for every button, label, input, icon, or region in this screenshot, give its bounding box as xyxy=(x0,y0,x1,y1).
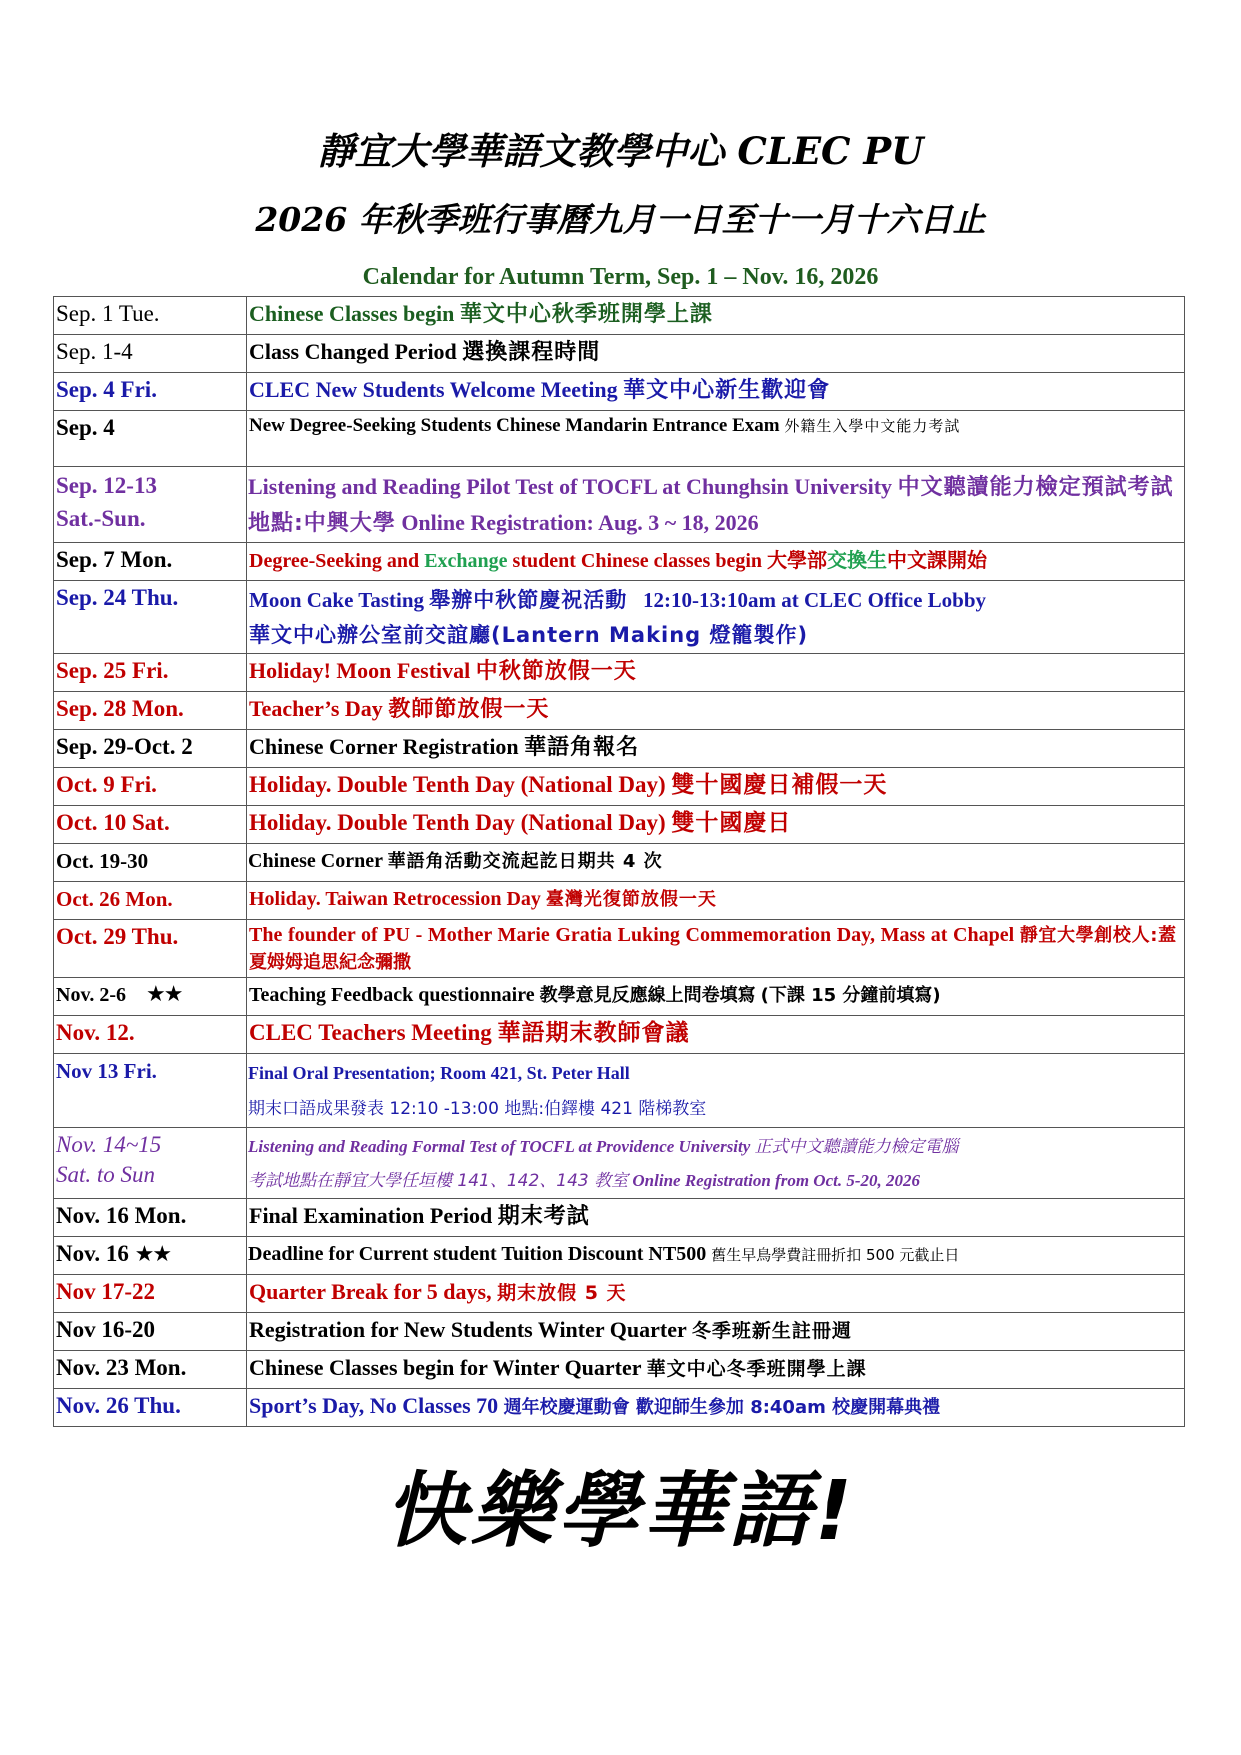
table-row xyxy=(54,844,1185,882)
table-row xyxy=(54,730,1185,768)
table-row xyxy=(54,806,1185,844)
event-date: Nov. 23 Mon. xyxy=(54,1351,247,1389)
event-date: Oct. 9 Fri. xyxy=(54,768,247,806)
event-chinese: 臺灣光復節放假一天 xyxy=(545,889,717,910)
table-row xyxy=(54,1313,1185,1351)
event-english: Final Examination Period xyxy=(249,1203,493,1228)
table-row xyxy=(54,1016,1185,1054)
event-description xyxy=(247,1128,1185,1199)
event-chinese: 華語角活動交流起訖日期共 4 次 xyxy=(387,851,663,872)
event-english: Holiday! Moon Festival xyxy=(249,658,471,683)
event-description xyxy=(247,768,1185,806)
event-description xyxy=(247,1351,1185,1389)
event-date: Sep. 29-Oct. 2 xyxy=(54,730,247,768)
event-registration: Online Registration from Oct. 5-20, 2026 xyxy=(632,1171,921,1190)
table-row xyxy=(54,654,1185,692)
event-date-line2: Sat.-Sun. xyxy=(56,506,146,531)
event-chinese: 舊生早鳥學費註冊折扣 500 元截止日 xyxy=(711,1246,960,1264)
table-row xyxy=(54,581,1185,654)
table-row xyxy=(54,1199,1185,1237)
event-date-text: Nov. 16 xyxy=(56,1241,129,1266)
event-date: Sep. 4 xyxy=(54,411,247,467)
event-chinese: 中文聽讀能力檢定預試考試 地點:中興大學 xyxy=(248,475,1174,536)
event-english: Holiday. Taiwan Retrocession Day xyxy=(249,888,541,910)
table-row xyxy=(54,467,1185,543)
event-chinese: 大學部 xyxy=(767,548,828,572)
event-english: Teacher’s Day xyxy=(249,696,383,721)
event-english: Moon Cake Tasting xyxy=(249,588,425,612)
event-description xyxy=(247,1016,1185,1054)
event-english: Chinese Corner xyxy=(248,850,383,872)
event-english: Final Oral Presentation; Room 421, St. Peter Hall xyxy=(248,1063,630,1083)
page-subtitle-english: Calendar for Autumn Term, Sep. 1 – Nov. 16, 2026 xyxy=(362,264,879,290)
event-chinese: 華文中心新生歡迎會 xyxy=(623,378,831,403)
event-chinese: 華語期末教師會議 xyxy=(497,1020,690,1046)
table-row xyxy=(54,297,1185,335)
calendar-table xyxy=(53,296,1185,1427)
event-chinese: 雙十國慶日 xyxy=(671,810,792,836)
page-subtitle-chinese: 2026 年秋季班行事曆九月一日至十一月十六日止 xyxy=(255,200,986,239)
event-english: Class Changed Period xyxy=(249,339,457,364)
event-description xyxy=(247,373,1185,411)
event-date-line1: Sep. 12-13 xyxy=(56,473,157,498)
event-description xyxy=(247,654,1185,692)
table-row xyxy=(54,1128,1185,1199)
event-date xyxy=(54,1237,247,1275)
event-description xyxy=(247,1054,1185,1128)
event-chinese: 中秋節放假一天 xyxy=(475,659,637,684)
event-english: Degree-Seeking and xyxy=(249,550,420,572)
event-chinese: 雙十國慶日補假一天 xyxy=(671,772,888,798)
event-description xyxy=(247,411,1185,467)
table-row xyxy=(54,1237,1185,1275)
event-english: CLEC Teachers Meeting xyxy=(249,1020,492,1045)
event-english: Deadline for Current student Tuition Discount NT500 xyxy=(248,1243,707,1265)
event-chinese-highlight: 交換生 xyxy=(827,548,888,572)
event-date: Sep. 1-4 xyxy=(54,335,247,373)
event-english: Sport’s Day, No Classes 70 xyxy=(249,1393,499,1418)
event-date-text: Nov. 2-6 xyxy=(56,984,126,1006)
event-description xyxy=(247,806,1185,844)
event-date xyxy=(54,467,247,543)
event-time: 12:10-13:10am at CLEC Office Lobby xyxy=(643,588,987,612)
footer-slogan: 快樂學華語! xyxy=(384,1464,857,1559)
table-row xyxy=(54,335,1185,373)
event-date: Nov 17-22 xyxy=(54,1275,247,1313)
event-description xyxy=(247,1199,1185,1237)
event-date: Nov. 12. xyxy=(54,1016,247,1054)
event-chinese-rest: 中文課開始 xyxy=(887,548,988,572)
event-english: Chinese Corner Registration xyxy=(249,734,519,759)
event-date: Sep. 7 Mon. xyxy=(54,543,247,581)
event-chinese: 冬季班新生註冊週 xyxy=(691,1320,852,1342)
event-date: Oct. 10 Sat. xyxy=(54,806,247,844)
event-description xyxy=(247,920,1185,978)
event-description xyxy=(247,692,1185,730)
event-english-rest: student Chinese classes begin xyxy=(512,550,763,572)
event-english: Chinese Classes begin xyxy=(249,301,455,326)
event-chinese: 期末考試 xyxy=(497,1204,590,1229)
table-row xyxy=(54,1275,1185,1313)
event-english: Chinese Classes begin for Winter Quarter xyxy=(249,1355,642,1380)
event-chinese: 期末放假 5 天 xyxy=(497,1282,627,1304)
event-chinese-note: (下課 15 分鐘前填寫) xyxy=(760,985,941,1006)
event-english: Holiday. Double Tenth Day (National Day) xyxy=(249,772,666,797)
event-chinese: 正式中文聽讀能力檢定電腦 xyxy=(754,1137,959,1157)
event-date: Nov. 16 Mon. xyxy=(54,1199,247,1237)
table-row xyxy=(54,978,1185,1016)
event-location: 華文中心辦公室前交誼廳(Lantern Making 燈籠製作) xyxy=(249,623,809,647)
table-row xyxy=(54,1351,1185,1389)
event-date: Oct. 19-30 xyxy=(54,844,247,882)
event-chinese: 華文中心冬季班開學上課 xyxy=(646,1358,867,1380)
event-chinese: 華語角報名 xyxy=(524,735,640,760)
event-chinese: 教學意見反應線上問卷填寫 xyxy=(539,985,756,1006)
star-icon: ★★ xyxy=(134,1242,171,1267)
event-date xyxy=(54,978,247,1016)
event-chinese: 華文中心秋季班開學上課 xyxy=(459,302,713,327)
event-description xyxy=(247,730,1185,768)
event-english: Teaching Feedback questionnaire xyxy=(249,984,535,1006)
table-row xyxy=(54,692,1185,730)
event-english: The founder of PU - Mother Marie Gratia Luking Commemoration Day, Mass at Chapel xyxy=(249,924,1015,946)
event-description xyxy=(247,1389,1185,1427)
event-date: Sep. 1 Tue. xyxy=(54,297,247,335)
event-chinese: 靜宜大學創校人:蓋夏姆姆追思紀念彌撒 xyxy=(249,925,1177,973)
event-date: Sep. 4 Fri. xyxy=(54,373,247,411)
event-chinese: 教師節放假一天 xyxy=(388,697,550,722)
event-english: CLEC New Students Welcome Meeting xyxy=(249,377,618,402)
event-description xyxy=(247,1275,1185,1313)
event-english: Registration for New Students Winter Quarter xyxy=(249,1317,687,1342)
event-description xyxy=(247,844,1185,882)
event-registration: Online Registration: Aug. 3 ~ 18, 2026 xyxy=(401,510,759,535)
table-row xyxy=(54,543,1185,581)
table-row xyxy=(54,882,1185,920)
event-date: Sep. 25 Fri. xyxy=(54,654,247,692)
event-chinese: 選換課程時間 xyxy=(462,340,601,365)
event-date: Nov. 26 Thu. xyxy=(54,1389,247,1427)
star-icon: ★★ xyxy=(146,982,182,1007)
event-description xyxy=(247,882,1185,920)
event-description xyxy=(247,467,1185,543)
event-description xyxy=(247,543,1185,581)
event-description xyxy=(247,978,1185,1016)
event-description xyxy=(247,1237,1185,1275)
page-title: 靜宜大學華語文教學中心 CLEC PU xyxy=(317,129,924,173)
event-chinese: 週年校慶運動會 歡迎師生參加 8:40am 校慶開幕典禮 xyxy=(503,1397,941,1418)
table-row xyxy=(54,1389,1185,1427)
table-row xyxy=(54,920,1185,978)
event-date-line1: Nov. 14~15 xyxy=(56,1132,162,1157)
event-chinese: 外籍生入學中文能力考試 xyxy=(784,417,961,435)
event-date: Nov 16-20 xyxy=(54,1313,247,1351)
event-description xyxy=(247,1313,1185,1351)
table-row xyxy=(54,768,1185,806)
event-description xyxy=(247,297,1185,335)
event-date: Sep. 24 Thu. xyxy=(54,581,247,654)
table-row xyxy=(54,411,1185,467)
table-row xyxy=(54,373,1185,411)
event-english: New Degree-Seeking Students Chinese Mandarin Entrance Exam xyxy=(249,415,780,436)
event-english-highlight: Exchange xyxy=(424,550,508,572)
event-english: Listening and Reading Pilot Test of TOCFL at Chunghsin University xyxy=(248,474,893,499)
event-date-line2: Sat. to Sun xyxy=(56,1162,156,1187)
event-date: Oct. 26 Mon. xyxy=(54,882,247,920)
event-english: Quarter Break for 5 days, xyxy=(249,1279,492,1304)
table-row xyxy=(54,1054,1185,1128)
event-english: Listening and Reading Formal Test of TOCFL at Providence University xyxy=(248,1137,751,1156)
event-date: Nov 13 Fri. xyxy=(54,1054,247,1128)
event-chinese: 期末口語成果發表 12:10 -13:00 地點:伯鐸樓 421 階梯教室 xyxy=(248,1099,707,1119)
event-chinese: 舉辦中秋節慶祝活動 xyxy=(429,588,628,612)
event-location: 考試地點在靜宜大學任垣樓 141、142、143 教室 xyxy=(248,1171,629,1191)
event-english: Holiday. Double Tenth Day (National Day) xyxy=(249,810,666,835)
event-date: Sep. 28 Mon. xyxy=(54,692,247,730)
event-date: Oct. 29 Thu. xyxy=(54,920,247,978)
event-date xyxy=(54,1128,247,1199)
event-description xyxy=(247,335,1185,373)
event-description xyxy=(247,581,1185,654)
